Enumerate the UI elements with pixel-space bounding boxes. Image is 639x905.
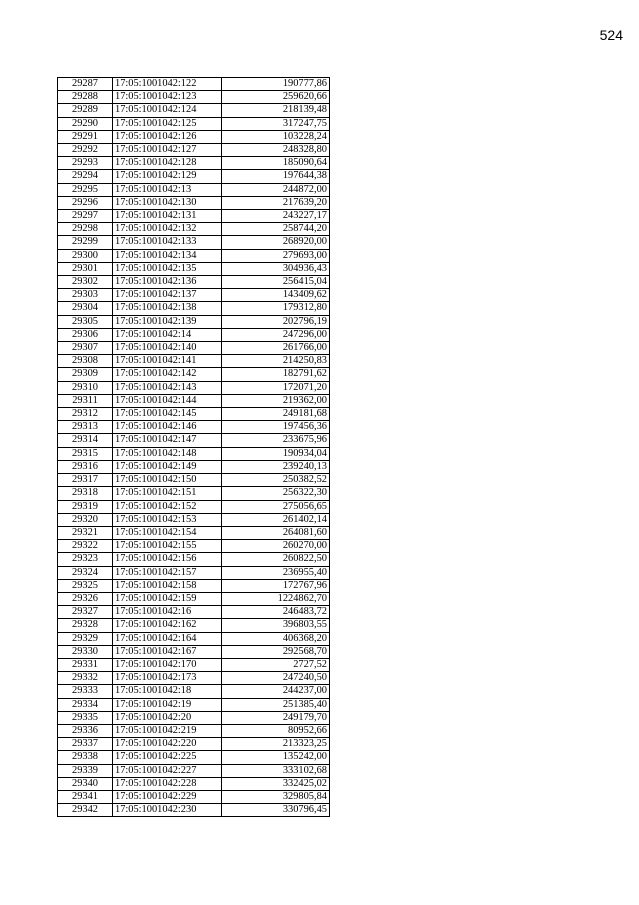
table-row [58, 236, 330, 249]
row-number-cell: 29306 [58, 328, 113, 341]
row-number-cell: 29297 [58, 210, 113, 223]
value-cell: 292568,70 [222, 645, 330, 658]
value-cell: 179312,80 [222, 302, 330, 315]
value-cell: 268920,00 [222, 236, 330, 249]
cadastral-number-cell: 17:05:1001042:153 [113, 513, 222, 526]
row-number-cell: 29342 [58, 804, 113, 817]
value-cell: 249179,70 [222, 711, 330, 724]
table-row [58, 724, 330, 737]
row-number-cell: 29299 [58, 236, 113, 249]
table-row [58, 249, 330, 262]
row-number-cell: 29301 [58, 262, 113, 275]
value-cell: 330796,45 [222, 804, 330, 817]
row-number-cell: 29327 [58, 606, 113, 619]
value-cell: 333102,68 [222, 764, 330, 777]
row-number-cell: 29313 [58, 421, 113, 434]
cadastral-number-cell: 17:05:1001042:132 [113, 223, 222, 236]
cadastral-number-cell: 17:05:1001042:148 [113, 447, 222, 460]
cadastral-number-cell: 17:05:1001042:134 [113, 249, 222, 262]
table-row [58, 632, 330, 645]
value-cell: 239240,13 [222, 460, 330, 473]
table-row [58, 672, 330, 685]
value-cell: 217639,20 [222, 196, 330, 209]
value-cell: 247296,00 [222, 328, 330, 341]
value-cell: 190934,04 [222, 447, 330, 460]
row-number-cell: 29310 [58, 381, 113, 394]
row-number-cell: 29309 [58, 368, 113, 381]
cadastral-number-cell: 17:05:1001042:162 [113, 619, 222, 632]
table-row [58, 698, 330, 711]
table-row [58, 157, 330, 170]
row-number-cell: 29294 [58, 170, 113, 183]
table-row [58, 500, 330, 513]
table-row [58, 447, 330, 460]
value-cell: 260822,50 [222, 553, 330, 566]
table-row [58, 289, 330, 302]
row-number-cell: 29312 [58, 408, 113, 421]
table-row [58, 170, 330, 183]
table-row [58, 315, 330, 328]
cadastral-number-cell: 17:05:1001042:137 [113, 289, 222, 302]
row-number-cell: 29289 [58, 104, 113, 117]
row-number-cell: 29287 [58, 78, 113, 91]
row-number-cell: 29334 [58, 698, 113, 711]
row-number-cell: 29318 [58, 487, 113, 500]
row-number-cell: 29315 [58, 447, 113, 460]
row-number-cell: 29326 [58, 592, 113, 605]
cadastral-number-cell: 17:05:1001042:152 [113, 500, 222, 513]
row-number-cell: 29330 [58, 645, 113, 658]
table-row [58, 262, 330, 275]
cadastral-number-cell: 17:05:1001042:13 [113, 183, 222, 196]
cadastral-number-cell: 17:05:1001042:122 [113, 78, 222, 91]
cadastral-number-cell: 17:05:1001042:158 [113, 579, 222, 592]
cadastral-number-cell: 17:05:1001042:219 [113, 724, 222, 737]
row-number-cell: 29295 [58, 183, 113, 196]
row-number-cell: 29300 [58, 249, 113, 262]
value-cell: 251385,40 [222, 698, 330, 711]
value-cell: 246483,72 [222, 606, 330, 619]
cadastral-number-cell: 17:05:1001042:14 [113, 328, 222, 341]
row-number-cell: 29328 [58, 619, 113, 632]
row-number-cell: 29333 [58, 685, 113, 698]
table-row [58, 804, 330, 817]
value-cell: 213323,25 [222, 738, 330, 751]
row-number-cell: 29324 [58, 566, 113, 579]
row-number-cell: 29338 [58, 751, 113, 764]
row-number-cell: 29304 [58, 302, 113, 315]
row-number-cell: 29291 [58, 130, 113, 143]
cadastral-number-cell: 17:05:1001042:225 [113, 751, 222, 764]
table-row [58, 130, 330, 143]
value-cell: 256322,30 [222, 487, 330, 500]
row-number-cell: 29320 [58, 513, 113, 526]
cadastral-number-cell: 17:05:1001042:19 [113, 698, 222, 711]
value-cell: 219362,00 [222, 394, 330, 407]
cadastral-number-cell: 17:05:1001042:154 [113, 526, 222, 539]
table-row [58, 566, 330, 579]
row-number-cell: 29339 [58, 764, 113, 777]
table-row [58, 513, 330, 526]
row-number-cell: 29293 [58, 157, 113, 170]
cadastral-number-cell: 17:05:1001042:164 [113, 632, 222, 645]
table-row [58, 342, 330, 355]
table-row [58, 474, 330, 487]
row-number-cell: 29335 [58, 711, 113, 724]
cadastral-number-cell: 17:05:1001042:141 [113, 355, 222, 368]
page-number: 524 [599, 27, 623, 43]
table-row [58, 645, 330, 658]
row-number-cell: 29292 [58, 144, 113, 157]
data-table [57, 77, 330, 817]
cadastral-number-cell: 17:05:1001042:150 [113, 474, 222, 487]
cadastral-number-cell: 17:05:1001042:130 [113, 196, 222, 209]
value-cell: 261766,00 [222, 342, 330, 355]
row-number-cell: 29332 [58, 672, 113, 685]
cadastral-number-cell: 17:05:1001042:20 [113, 711, 222, 724]
table-row [58, 790, 330, 803]
row-number-cell: 29321 [58, 526, 113, 539]
table-row [58, 487, 330, 500]
cadastral-number-cell: 17:05:1001042:155 [113, 540, 222, 553]
cadastral-number-cell: 17:05:1001042:228 [113, 777, 222, 790]
cadastral-number-cell: 17:05:1001042:135 [113, 262, 222, 275]
value-cell: 260270,00 [222, 540, 330, 553]
value-cell: 218139,48 [222, 104, 330, 117]
cadastral-number-cell: 17:05:1001042:159 [113, 592, 222, 605]
table-row [58, 579, 330, 592]
value-cell: 249181,68 [222, 408, 330, 421]
row-number-cell: 29290 [58, 117, 113, 130]
value-cell: 304936,43 [222, 262, 330, 275]
value-cell: 247240,50 [222, 672, 330, 685]
value-cell: 185090,64 [222, 157, 330, 170]
table-row [58, 592, 330, 605]
value-cell: 259620,66 [222, 91, 330, 104]
cadastral-number-cell: 17:05:1001042:142 [113, 368, 222, 381]
value-cell: 214250,83 [222, 355, 330, 368]
cadastral-number-cell: 17:05:1001042:147 [113, 434, 222, 447]
cadastral-number-cell: 17:05:1001042:127 [113, 144, 222, 157]
row-number-cell: 29303 [58, 289, 113, 302]
value-cell: 317247,75 [222, 117, 330, 130]
cadastral-number-cell: 17:05:1001042:138 [113, 302, 222, 315]
value-cell: 258744,20 [222, 223, 330, 236]
table-row [58, 394, 330, 407]
table-row [58, 751, 330, 764]
value-cell: 143409,62 [222, 289, 330, 302]
table-row [58, 777, 330, 790]
value-cell: 264081,60 [222, 526, 330, 539]
table-row [58, 764, 330, 777]
value-cell: 233675,96 [222, 434, 330, 447]
row-number-cell: 29296 [58, 196, 113, 209]
cadastral-number-cell: 17:05:1001042:124 [113, 104, 222, 117]
cadastral-number-cell: 17:05:1001042:129 [113, 170, 222, 183]
table-row [58, 144, 330, 157]
cadastral-number-cell: 17:05:1001042:16 [113, 606, 222, 619]
table-row [58, 711, 330, 724]
value-cell: 182791,62 [222, 368, 330, 381]
cadastral-number-cell: 17:05:1001042:126 [113, 130, 222, 143]
cadastral-number-cell: 17:05:1001042:227 [113, 764, 222, 777]
table-row [58, 104, 330, 117]
value-cell: 202796,19 [222, 315, 330, 328]
cadastral-number-cell: 17:05:1001042:128 [113, 157, 222, 170]
value-cell: 279693,00 [222, 249, 330, 262]
row-number-cell: 29314 [58, 434, 113, 447]
row-number-cell: 29302 [58, 276, 113, 289]
row-number-cell: 29331 [58, 658, 113, 671]
cadastral-number-cell: 17:05:1001042:144 [113, 394, 222, 407]
cadastral-number-cell: 17:05:1001042:229 [113, 790, 222, 803]
table-row [58, 223, 330, 236]
cadastral-number-cell: 17:05:1001042:123 [113, 91, 222, 104]
cadastral-number-cell: 17:05:1001042:125 [113, 117, 222, 130]
value-cell: 248328,80 [222, 144, 330, 157]
table-body [58, 78, 330, 817]
table-row [58, 658, 330, 671]
table-row [58, 91, 330, 104]
table-row [58, 276, 330, 289]
row-number-cell: 29308 [58, 355, 113, 368]
value-cell: 243227,17 [222, 210, 330, 223]
row-number-cell: 29305 [58, 315, 113, 328]
table-row [58, 738, 330, 751]
value-cell: 256415,04 [222, 276, 330, 289]
row-number-cell: 29317 [58, 474, 113, 487]
cadastral-number-cell: 17:05:1001042:170 [113, 658, 222, 671]
cadastral-number-cell: 17:05:1001042:143 [113, 381, 222, 394]
table-row [58, 78, 330, 91]
value-cell: 190777,86 [222, 78, 330, 91]
cadastral-number-cell: 17:05:1001042:167 [113, 645, 222, 658]
value-cell: 275056,65 [222, 500, 330, 513]
cadastral-number-cell: 17:05:1001042:131 [113, 210, 222, 223]
table-row [58, 183, 330, 196]
row-number-cell: 29319 [58, 500, 113, 513]
cadastral-number-cell: 17:05:1001042:145 [113, 408, 222, 421]
value-cell: 103228,24 [222, 130, 330, 143]
table-row [58, 434, 330, 447]
cadastral-number-cell: 17:05:1001042:133 [113, 236, 222, 249]
row-number-cell: 29307 [58, 342, 113, 355]
row-number-cell: 29311 [58, 394, 113, 407]
row-number-cell: 29325 [58, 579, 113, 592]
cadastral-number-cell: 17:05:1001042:220 [113, 738, 222, 751]
value-cell: 135242,00 [222, 751, 330, 764]
value-cell: 1224862,70 [222, 592, 330, 605]
cadastral-number-cell: 17:05:1001042:140 [113, 342, 222, 355]
cadastral-number-cell: 17:05:1001042:149 [113, 460, 222, 473]
value-cell: 236955,40 [222, 566, 330, 579]
table-row [58, 381, 330, 394]
value-cell: 329805,84 [222, 790, 330, 803]
table-row [58, 526, 330, 539]
row-number-cell: 29336 [58, 724, 113, 737]
row-number-cell: 29316 [58, 460, 113, 473]
table-row [58, 460, 330, 473]
table-row [58, 619, 330, 632]
row-number-cell: 29340 [58, 777, 113, 790]
value-cell: 172767,96 [222, 579, 330, 592]
cadastral-number-cell: 17:05:1001042:151 [113, 487, 222, 500]
value-cell: 197456,36 [222, 421, 330, 434]
value-cell: 197644,38 [222, 170, 330, 183]
table-row [58, 210, 330, 223]
cadastral-number-cell: 17:05:1001042:157 [113, 566, 222, 579]
value-cell: 172071,20 [222, 381, 330, 394]
row-number-cell: 29288 [58, 91, 113, 104]
table-row [58, 302, 330, 315]
value-cell: 406368,20 [222, 632, 330, 645]
value-cell: 261402,14 [222, 513, 330, 526]
table-row [58, 408, 330, 421]
cadastral-number-cell: 17:05:1001042:173 [113, 672, 222, 685]
value-cell: 250382,52 [222, 474, 330, 487]
row-number-cell: 29341 [58, 790, 113, 803]
table-row [58, 355, 330, 368]
cadastral-number-cell: 17:05:1001042:156 [113, 553, 222, 566]
row-number-cell: 29298 [58, 223, 113, 236]
value-cell: 80952,66 [222, 724, 330, 737]
cadastral-number-cell: 17:05:1001042:146 [113, 421, 222, 434]
cadastral-number-cell: 17:05:1001042:230 [113, 804, 222, 817]
table-row [58, 196, 330, 209]
table-row [58, 421, 330, 434]
table-row [58, 553, 330, 566]
row-number-cell: 29337 [58, 738, 113, 751]
row-number-cell: 29322 [58, 540, 113, 553]
table-row [58, 685, 330, 698]
value-cell: 244872,00 [222, 183, 330, 196]
value-cell: 396803,55 [222, 619, 330, 632]
value-cell: 2727,52 [222, 658, 330, 671]
cadastral-number-cell: 17:05:1001042:18 [113, 685, 222, 698]
row-number-cell: 29323 [58, 553, 113, 566]
table-row [58, 117, 330, 130]
cadastral-number-cell: 17:05:1001042:139 [113, 315, 222, 328]
table-row [58, 606, 330, 619]
value-cell: 244237,00 [222, 685, 330, 698]
table-row [58, 540, 330, 553]
row-number-cell: 29329 [58, 632, 113, 645]
table-row [58, 368, 330, 381]
cadastral-number-cell: 17:05:1001042:136 [113, 276, 222, 289]
value-cell: 332425,02 [222, 777, 330, 790]
table-row [58, 328, 330, 341]
